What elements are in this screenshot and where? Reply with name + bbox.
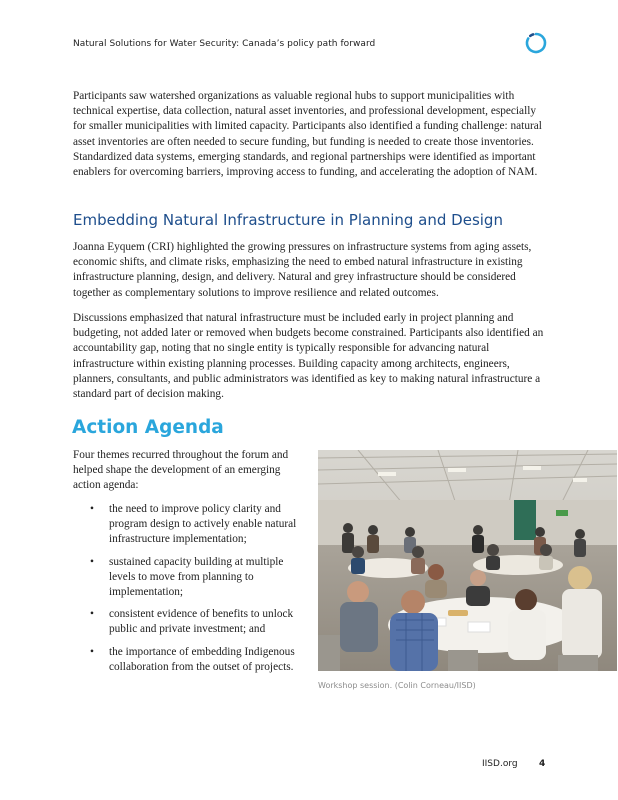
bullet-icon: • [90, 608, 94, 621]
bullet-icon: • [90, 503, 94, 515]
action-agenda-list [73, 502, 303, 682]
list-item-text: the importance of embedding Indigenous collaboration from the outset of projects. [109, 645, 295, 673]
paragraph-discussions: Discussions emphasized that natural infrastructure must be included early in project planning and budgeting, not added later or removed when budgets become constrained. Participants also identified an accountability gap, noting that no single entity is typically responsible for advancing natural infrastructure within existing planning processes. Building capacity among architects, engineers, planners, consultants, and public administrators was identified as key to making natural infrastructure a standard part of decision making. [73, 312, 544, 401]
list-item-text: consistent evidence of benefits to unlock public and private investment; and [109, 608, 294, 636]
list-item [73, 645, 303, 675]
paragraph-watershed-hubs: Participants saw watershed organizations as valuable regional hubs to support municipalities with technical expertise, data collection, natural asset inventories, and professional development, especially for smaller municipalities with limited capacity. Participants also identified a funding challenge: natural asset inventories are often needed to secure funding, but funding is needed to create those inventories. Standardized data systems, emerging standards, and regional partnerships were identified as important enablers for overcoming barriers, improving access to funding, and accelerating the adoption of NAM. [73, 90, 542, 179]
page-number: 4 [539, 759, 546, 769]
action-agenda-heading: Action Agenda [72, 417, 224, 438]
workshop-photo [318, 450, 617, 671]
list-item [73, 607, 303, 637]
paragraph-joanna-eyquem: Joanna Eyquem (CRI) highlighted the growing pressures on infrastructure systems from aging assets, economic shifts, and climate risks, emphasizing the need to embed natural infrastructure in existing infrastructure planning, design, and delivery. Natural and grey infrastructure should be considered together as complementary solutions to improve resilience and related outcomes. [73, 241, 532, 299]
list-item [73, 555, 303, 601]
list-item-text: the need to improve policy clarity and program design to actively enable natural infrastructure implementation; [109, 503, 297, 546]
action-agenda-intro: Four themes recurred throughout the forum and helped shape the development of an emerging action agenda: [73, 449, 289, 492]
list-item [73, 502, 303, 548]
footer-site-link[interactable]: IISD.org [482, 759, 518, 769]
list-item-text: sustained capacity building at multiple levels to move from planning to implementation; [109, 555, 284, 599]
bullet-icon: • [90, 555, 94, 568]
bullet-icon: • [90, 645, 94, 658]
section-heading-embedding: Embedding Natural Infrastructure in Planning and Design [73, 211, 503, 229]
iisd-ring-logo-icon [524, 31, 548, 55]
photo-caption: Workshop session. (Colin Corneau/IISD) [318, 681, 476, 690]
running-header-title: Natural Solutions for Water Security: Canada’s policy path forward [73, 39, 376, 49]
workshop-photo-illustration [318, 450, 617, 671]
